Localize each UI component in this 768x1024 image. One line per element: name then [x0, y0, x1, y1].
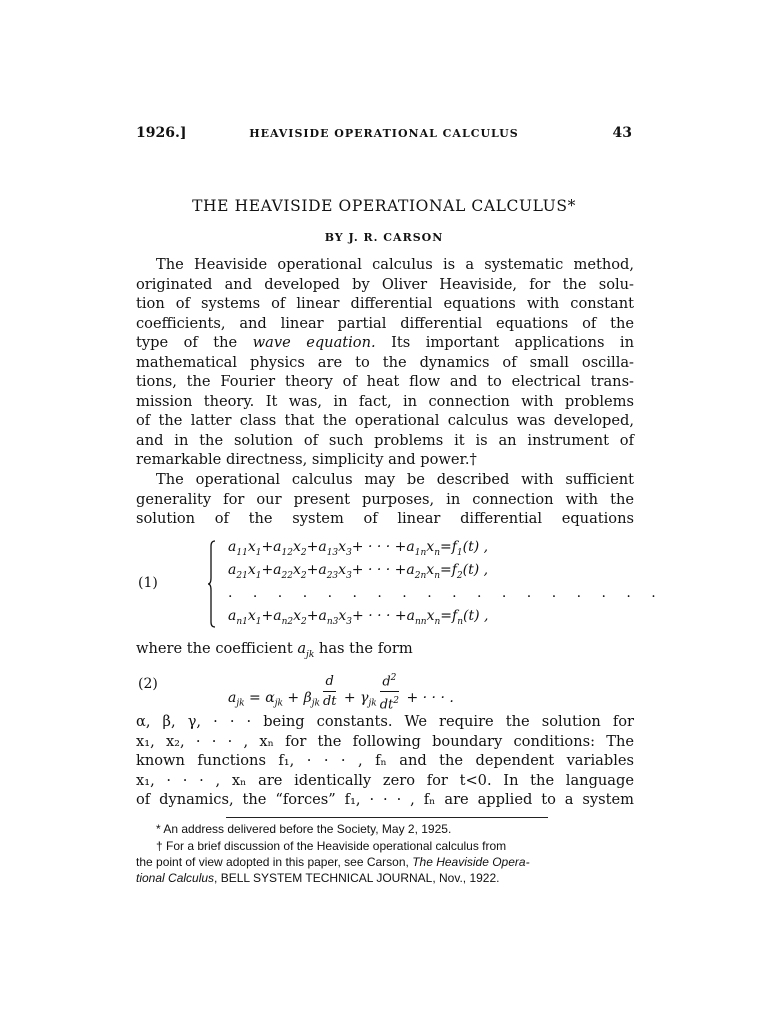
paragraph-3: [136, 712, 634, 810]
equation-2-expression: $a_{jk} = \alpha_{jk} + \beta_{jk}$ $\frac{d}{dt}$ + $\gamma_{jk}$ $\frac{d^2}{dt^2}$ + · · · .: [228, 673, 454, 713]
text-line: originated and developed by Oliver Heaviside, for the solu-: [136, 275, 634, 293]
text-line: mission theory. It was, in fact, in connection with problems: [136, 392, 634, 410]
left-brace-icon: [208, 540, 216, 628]
text-line: type of the wave equation. Its important applications in: [136, 334, 635, 352]
byline: BY J. R. CARSON: [324, 231, 444, 244]
paragraph-1: [136, 255, 634, 470]
text-line: remarkable directness, simplicity and power.†: [136, 451, 477, 469]
text-line: solution of the system of linear differential equations: [136, 510, 634, 528]
text-line: x₁, x₂, · · · , xₙ for the following boundary conditions: The: [136, 732, 634, 750]
equation-1-row-n: $a_{n1}x_1+a_{n2}x_2+a_{n3}x_3+$ · · · $+a_{nn}x_n=f_n(t)$ ,: [228, 608, 489, 627]
paragraph-2: [136, 470, 634, 529]
article-title: THE HEAVISIDE OPERATIONAL CALCULUS*: [192, 197, 576, 215]
text-line: x₁, · · · , xₙ are identically zero for t<0. In the language: [136, 771, 634, 789]
text-line: The operational calculus may be described with sufficient: [156, 471, 634, 488]
equation-1-ellipsis-row: . . . . . . . . . . . . . . . . . .: [228, 585, 664, 601]
page-number: 43: [612, 125, 632, 141]
equation-1: [136, 537, 664, 637]
header-title: HEAVISIDE OPERATIONAL CALCULUS: [249, 127, 519, 140]
equation-2: [136, 660, 634, 713]
footnote-1: * An address delivered before the Society, May 2, 1925.: [156, 822, 452, 836]
text-line: coefficients, and linear partial differential equations of the: [136, 314, 634, 332]
footnote-2: † For a brief discussion of the Heaviside operational calculus from the point of view adopted in this paper, see Carson, The Heaviside Opera- tional Calculus, BELL SYSTEM TECHNICAL JOURNAL, Nov., 1922.: [136, 839, 530, 885]
equation-1-row-2: $a_{21}x_1+a_{22}x_2+a_{23}x_3+$ · · · $+a_{2n}x_n=f_2(t)$ ,: [228, 562, 489, 581]
emphasis-wave-equation: wave equation.: [252, 334, 376, 352]
footnote-rule: [226, 817, 548, 818]
text-line: tions, the Fourier theory of heat flow and to electrical trans-: [136, 373, 634, 391]
text-line: tion of systems of linear differential equations with constant: [136, 295, 634, 313]
running-head: [136, 125, 632, 145]
text-line: known functions f₁, · · · , fₙ and the dependent variables: [136, 752, 634, 770]
equation-1-label: (1): [138, 575, 158, 591]
header-year: 1926.]: [136, 125, 187, 141]
equation-2-label: (2): [138, 676, 158, 692]
text-line: The Heaviside operational calculus is a systematic method,: [156, 256, 634, 273]
text-line: α, β, γ, · · · being constants. We require the solution for: [136, 713, 634, 730]
where-line: where the coefficient $a_{jk}$ has the form: [136, 640, 413, 660]
text-line: of the latter class that the operational calculus was developed,: [136, 412, 634, 430]
text-line: generality for our present purposes, in connection with the: [136, 490, 634, 508]
equation-1-row-1: $a_{11}x_1+a_{12}x_2+a_{13}x_3+$ · · · $+a_{1n}x_n=f_1(t)$ ,: [228, 539, 489, 558]
text-line: of dynamics, the “forces” f₁, · · · , fₙ are applied to a system: [136, 791, 634, 809]
text-line: and in the solution of such problems it is an instrument of: [136, 431, 634, 449]
text-line: mathematical physics are to the dynamics of small oscilla-: [136, 353, 634, 371]
